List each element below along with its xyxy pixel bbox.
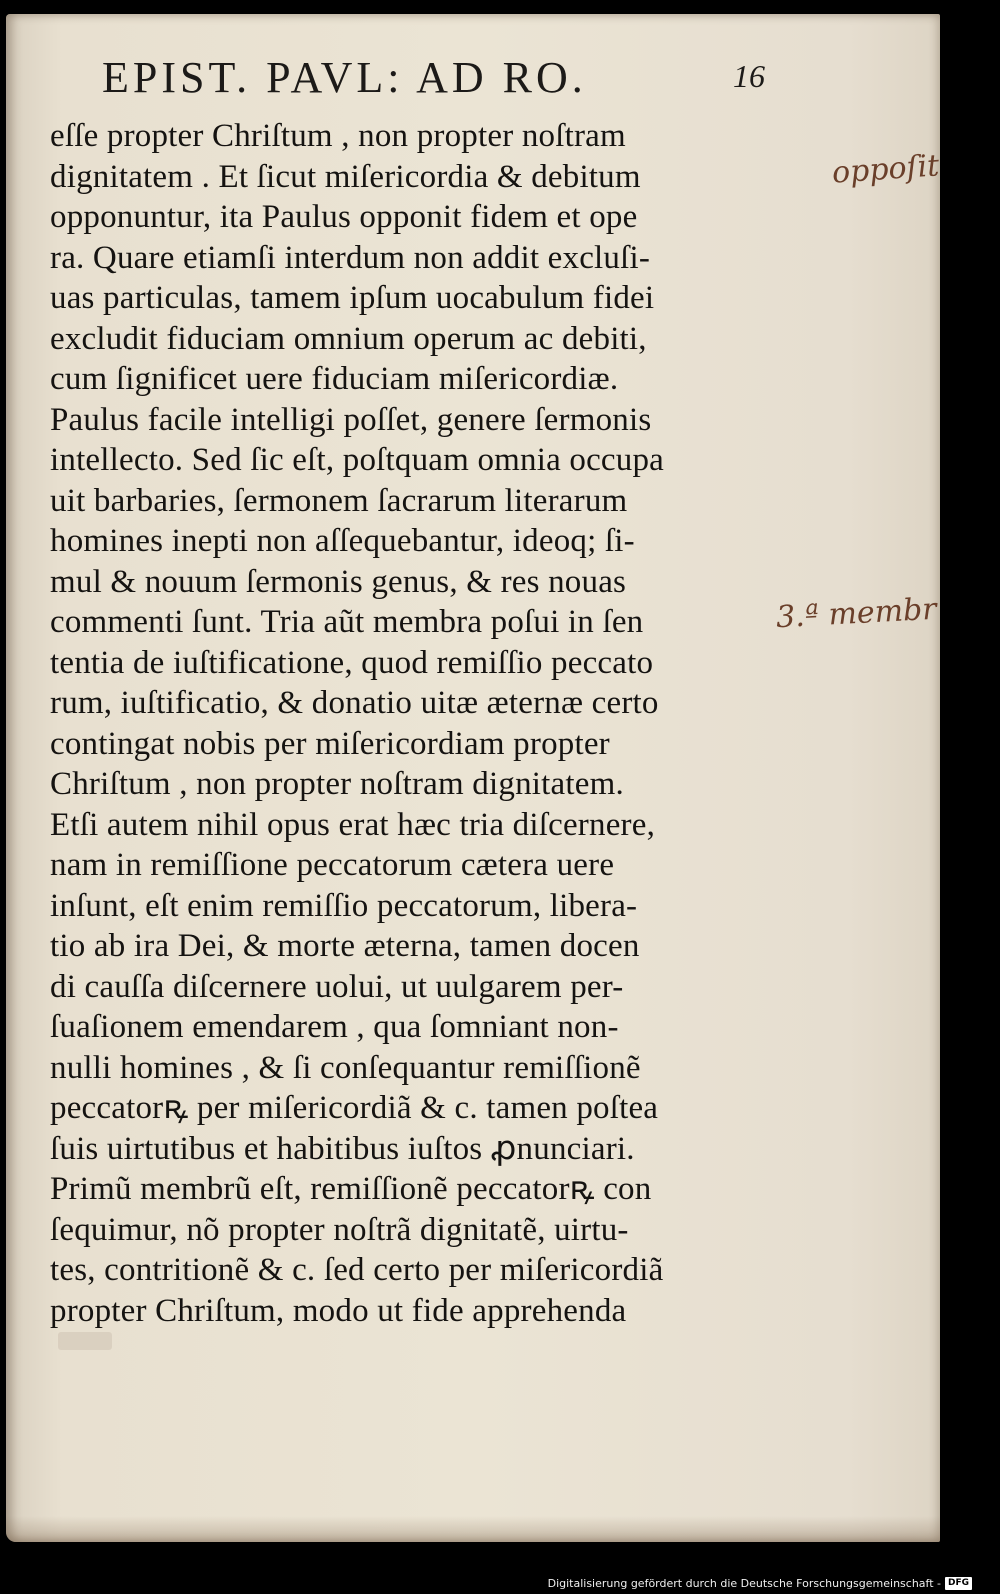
text-line: cum ſignificet uere fiduciam miſericordiæ. [50,361,619,397]
folio-number: 16 [733,58,765,94]
marginal-note: oppoſit [830,148,940,191]
text-line: tes, contritionẽ & c. ſed certo per miſericordiã [50,1252,664,1288]
digitization-credit [548,1575,972,1591]
dfg-logo: DFG [945,1577,972,1590]
text-line: ſuis uirtutibus et habitibus iuſtos ꝓnunciari. [50,1130,635,1167]
text-line: ra. Quare etiamſi interdum non addit excluſi- [50,239,651,276]
text-line: uas particulas, tamem ipſum uocabulum fidei [50,280,655,316]
text-line: opponuntur, ita Paulus opponit fidem et ope [50,199,638,235]
text-line: tio ab ira Dei, & morte æterna, tamen docen [50,928,640,964]
text-line: ſuaſionem emendarem , qua ſomniant non- [50,1009,619,1045]
text-line: rum, iuſtificatio, & donatio uitæ æternæ certo [50,685,659,721]
text-line: contingat nobis per miſericordiam propter [50,725,610,762]
text-line: di cauſſa diſcernere uolui, ut uulgarem per- [50,968,624,1005]
text-line: commenti ſunt. Tria aũt membra poſui in ſen [50,604,644,640]
text-line: eſſe propter Chriſtum , non propter noſtram [50,118,626,154]
text-line: Etſi autem nihil opus erat hæc tria diſcernere, [50,806,656,843]
text-line: peccatorꝶ per miſericordiã & c. tamen poſtea [50,1090,659,1126]
book-page [6,14,940,1542]
running-head: EPIST. PAVL: AD RO. [102,53,587,102]
text-line: nam in remiſſione peccatorum cætera uere [50,847,615,883]
text-line: mul & nouum ſermonis genus, & res nouas [50,563,627,600]
text-line: tentia de iuſtificatione, quod remiſſio peccato [50,644,654,681]
text-line: excludit fiduciam omnium operum ac debiti, [50,320,647,357]
text-block [50,116,790,1331]
text-line: Chriſtum , non propter noſtram dignitatem. [50,766,624,802]
text-line: dignitatem . Et ſicut miſericordia & debitum [50,158,641,195]
text-line: inſunt, eſt enim remiſſio peccatorum, libera- [50,887,638,924]
text-line: Primũ membrũ eſt, remiſſionẽ peccatorꝶ con [50,1171,652,1207]
text-line: Paulus facile intelligi poſſet, genere ſermonis [50,401,652,438]
text-line: intellecto. Sed ſic eſt, poſtquam omnia occupa [50,442,665,478]
credit-text: Digitalisierung gefördert durch die Deutsche Forschungsgemeinschaft - [547,1576,941,1590]
text-line: ſequimur, nõ propter noſtrã dignitatẽ, uirtu- [50,1211,629,1248]
text-line: propter Chriſtum, modo ut fide apprehenda [50,1292,627,1329]
marginal-note: 3.ª membr [775,591,938,636]
text-line: homines inepti non aſſequebantur, ideoq; ſi- [50,523,635,559]
text-line: nulli homines , & ſi conſequantur remiſſionẽ [50,1049,641,1086]
page-edge-shadow [6,1516,940,1542]
show-through-mark [58,1332,112,1350]
text-line: uit barbaries, ſermonem ſacrarum literarum [50,482,628,519]
